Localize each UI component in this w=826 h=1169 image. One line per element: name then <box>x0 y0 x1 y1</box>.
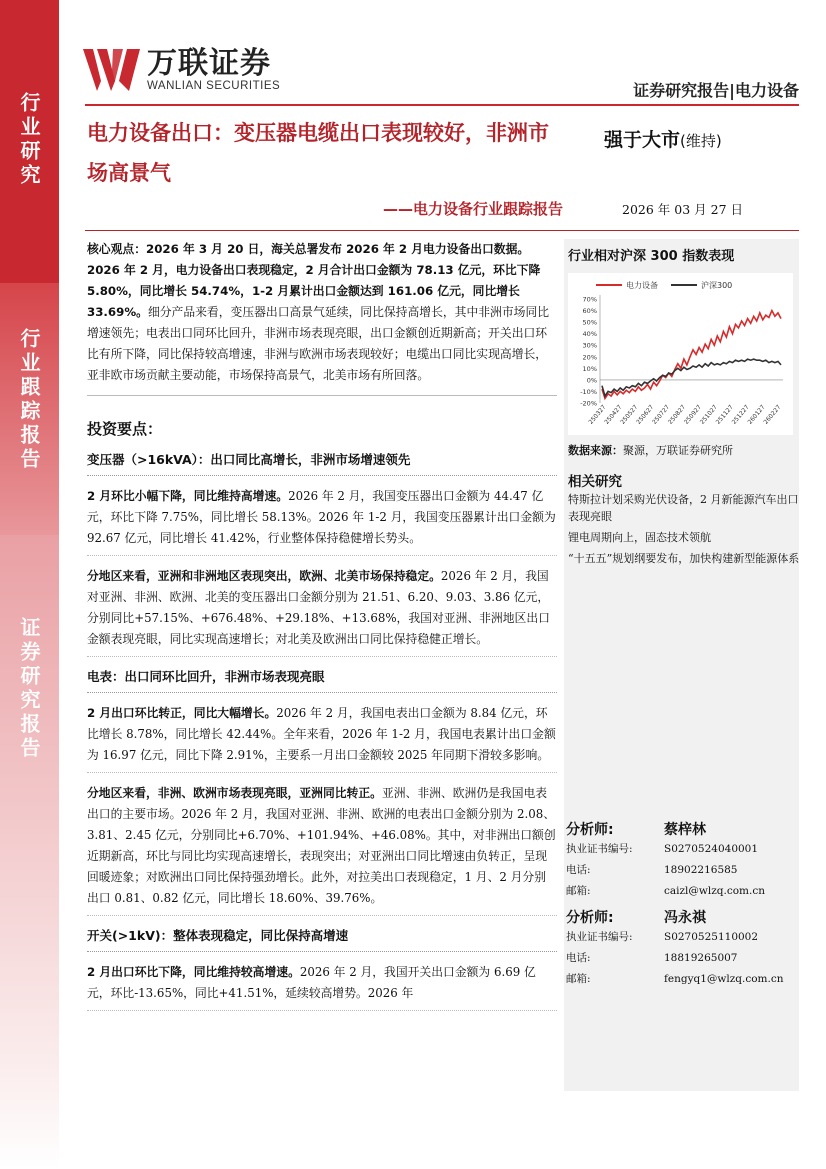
section-heading: 开关(>1kV)：整体表现稳定，同比保持高增速 <box>87 926 557 952</box>
x-tick-label: 250627 <box>635 403 656 426</box>
core-view: 核心观点：2026 年 3 月 20 日，海关总署发布 2026 年 2 月电力设备出口数据。2026 年 2 月，电力设备出口表现稳定，2 月合计出口金额为 78.13 亿元，环比下降 5.80%，同比增长 54.74%，1-2 月累计出口金额达到 161.06 亿元，同比增长 33.69%。细分产品来看，变压器出口高景气延续，同比保持高增长，其中非洲市场同比增速领先；电表出口同环比回升，非洲市场表现亮眼，出口金额创近期新高；开关出口环比有所下降，同比保持较高增速，非洲与欧洲市场表现较好；电缆出口同比实现高增长，亚非欧市场贡献主要动能，市场保持高景气，北美市场有所回落。 <box>87 239 557 396</box>
title-divider <box>85 230 799 231</box>
y-tick-label: -10% <box>580 387 597 396</box>
analyst-role: 分析师: <box>566 910 614 926</box>
analyst-tel: 18819265007 <box>664 952 738 964</box>
analyst-tel-row <box>566 860 796 881</box>
analyst-tel-label: 电话: <box>566 952 591 964</box>
x-tick-label: 260127 <box>746 403 767 426</box>
x-tick-label: 250827 <box>666 403 688 426</box>
x-tick-label: 251227 <box>730 403 751 426</box>
analyst-email-label: 邮箱: <box>566 973 591 985</box>
analyst-email-label: 邮箱: <box>566 885 591 897</box>
analyst-cert-row <box>566 839 796 860</box>
analyst-tel: 18902216585 <box>664 864 738 876</box>
wanlian-logo-icon <box>83 47 141 93</box>
paragraph-lead: 分地区来看，非洲、欧洲市场表现亮眼，亚洲同比转正。 <box>87 786 382 800</box>
rating <box>604 125 722 152</box>
logo-cn: 万联证券 <box>147 46 271 81</box>
section-heading: 电表：出口同环比回升，非洲市场表现亮眼 <box>87 667 557 693</box>
y-tick-label: 30% <box>582 341 597 350</box>
paragraph-text: 2026 年 2 月，我国对亚洲、非洲、欧洲、北美的变压器出口金额分别为 21.51、6.20、9.03、3.86 亿元，分别同比+57.15%、+676.48%、+29.18%、+13.68%，我国对亚洲、非洲地区出口金额表现亮眼，同比实现高速增长；对北美及欧洲出口同比保持稳健正增长。 <box>87 569 550 646</box>
analyst-name: 冯永祺 <box>664 910 706 926</box>
y-tick-label: 10% <box>582 364 597 373</box>
report-category: 证券研究报告|电力设备 <box>633 81 799 100</box>
y-tick-label: 20% <box>582 353 597 362</box>
related-research-title: 相关研究 <box>568 474 622 490</box>
analyst-card <box>566 819 796 902</box>
analyst-role: 分析师: <box>566 822 614 838</box>
right-sidebar <box>564 239 799 1091</box>
x-tick-label: 250927 <box>682 403 703 426</box>
x-tick-label: 251127 <box>714 403 735 426</box>
section-paragraph <box>87 703 557 773</box>
paragraph-text: 亚洲、非洲、欧洲仍是我国电表出口的主要市场。2026 年 2 月，我国对亚洲、非洲、欧洲的电表出口金额分别为 2.08、3.81、2.45 亿元，分别同比+6.70%、+101.94%、+46.08%。其中，对非洲出口额创近期新高，环比与同比均实现高速增长，表现突出；对亚洲出口同比增速由负转正，呈现回暖迹象；对欧洲出口同比保持强劲增长。此外，对拉美出口表现稳定，1 月、2 月分别出口 0.81、0.82 亿元，同比增长 18.60%、39.76%。 <box>87 786 556 905</box>
series-line-0 <box>602 311 781 399</box>
y-tick-label: 70% <box>582 295 597 304</box>
section-paragraph <box>87 783 557 916</box>
analyst-name: 蔡梓林 <box>664 822 706 838</box>
rating-main: 强于大市 <box>604 129 681 151</box>
sections <box>87 450 557 1011</box>
paragraph-lead: 2 月环比小幅下降，同比维持高增速。 <box>87 489 289 503</box>
paragraph-text: 2026 年 2 月，我国电表出口金额为 8.84 亿元，环比增长 8.78%，同比增长 42.44%。全年来看，2026 年 1-2 月，我国电表累计出口金额为 16.97 亿元，同比下降 2.91%，主要系一月出口金额较 2025 年同期下滑较多影响。 <box>87 706 556 762</box>
related-research-list <box>568 491 800 571</box>
data-source: 数据来源：聚源，万联证券研究所 <box>568 444 733 457</box>
header-divider <box>85 104 799 106</box>
related-item: “十五五”规划纲要发布，加快构建新型能源体系 <box>568 552 800 565</box>
analyst-email-row <box>566 881 796 902</box>
relative-performance-chart <box>568 273 793 435</box>
analyst-tel-row <box>566 948 796 969</box>
side-label-securities-report: 证券研究报告 <box>0 535 59 1169</box>
legend-label-1: 沪深300 <box>701 281 733 290</box>
analyst-email-row <box>566 969 796 990</box>
analyst-tel-label: 电话: <box>566 864 591 876</box>
paragraph-lead: 2 月出口环比转正，同比大幅增长。 <box>87 706 277 720</box>
y-tick-label: 0% <box>586 376 597 385</box>
x-tick-label: 251027 <box>698 403 719 426</box>
company-logo <box>83 47 280 93</box>
series-line-1 <box>602 359 781 396</box>
y-tick-label: 60% <box>582 307 597 316</box>
x-tick-label: 250727 <box>651 403 672 426</box>
analyst-email[interactable]: fengyq1@wlzq.com.cn <box>664 973 784 985</box>
y-tick-label: -20% <box>580 399 597 408</box>
report-subtitle: ——电力设备行业跟踪报告 <box>382 200 563 218</box>
section-paragraph <box>87 566 557 657</box>
related-item: 锂电周期向上，固态技术领航 <box>568 531 711 544</box>
investment-points-heading: 投资要点： <box>87 420 163 438</box>
analyst-email[interactable]: caizl@wlzq.com.cn <box>664 885 765 897</box>
chart-box <box>568 273 793 435</box>
side-bar <box>0 0 59 1169</box>
report-date: 2026 年 03 月 27 日 <box>622 202 743 217</box>
analyst-cert-row <box>566 927 796 948</box>
analyst-card <box>566 907 796 990</box>
paragraph-text: 2026 年 2 月，我国开关出口金额为 6.69 亿元，环比-13.65%，同比+41.51%，延续较高增势。2026 年 <box>87 965 536 1000</box>
related-item: 特斯拉计划采购光伏设备，2 月新能源汽车出口表现亮眼 <box>568 493 799 523</box>
x-tick-label: 250527 <box>619 403 640 426</box>
section-paragraph <box>87 962 557 1011</box>
x-tick-label: 250427 <box>603 403 624 426</box>
paragraph-lead: 分地区来看，亚洲和非洲地区表现突出，欧洲、北美市场保持稳定。 <box>87 569 441 583</box>
report-title: 电力设备出口：变压器电缆出口表现较好，非洲市场高景气 <box>87 121 549 185</box>
x-tick-label: 260227 <box>762 403 783 426</box>
side-label-tracking-report: 行业跟踪报告 <box>0 283 59 535</box>
analyst-cert: S0270524040001 <box>664 843 759 855</box>
analyst-cert: S0270525110002 <box>664 931 759 943</box>
analyst-name-row <box>566 819 796 839</box>
side-label-industry-research: 行业研究 <box>0 0 59 283</box>
x-tick-label: 250327 <box>587 403 608 426</box>
legend-label-0: 电力设备 <box>626 281 658 290</box>
paragraph-text: 2026 年 2 月，我国变压器出口金额为 44.47 亿元，环比下降 7.75%，同比增长 58.13%。2026 年 1-2 月，我国变压器累计出口金额为 92.67 亿元，同比增长 41.42%，行业整体保持稳健增长势头。 <box>87 489 556 545</box>
rating-paren: (维持) <box>680 132 722 150</box>
logo-en: WANLIAN SECURITIES <box>147 80 281 92</box>
analyst-cert-label: 执业证书编号: <box>566 931 633 943</box>
chart-title: 行业相对沪深 300 指数表现 <box>568 249 735 264</box>
section-heading: 变压器（>16kVA）：出口同比高增长，非洲市场增速领先 <box>87 450 557 476</box>
y-tick-label: 40% <box>582 330 597 339</box>
paragraph-lead: 2 月出口环比下降，同比维持较高增速。 <box>87 965 300 979</box>
main-column <box>87 239 557 1021</box>
section-paragraph <box>87 486 557 556</box>
analyst-name-row <box>566 907 796 927</box>
analyst-cert-label: 执业证书编号: <box>566 843 633 855</box>
y-tick-label: 50% <box>582 318 597 327</box>
